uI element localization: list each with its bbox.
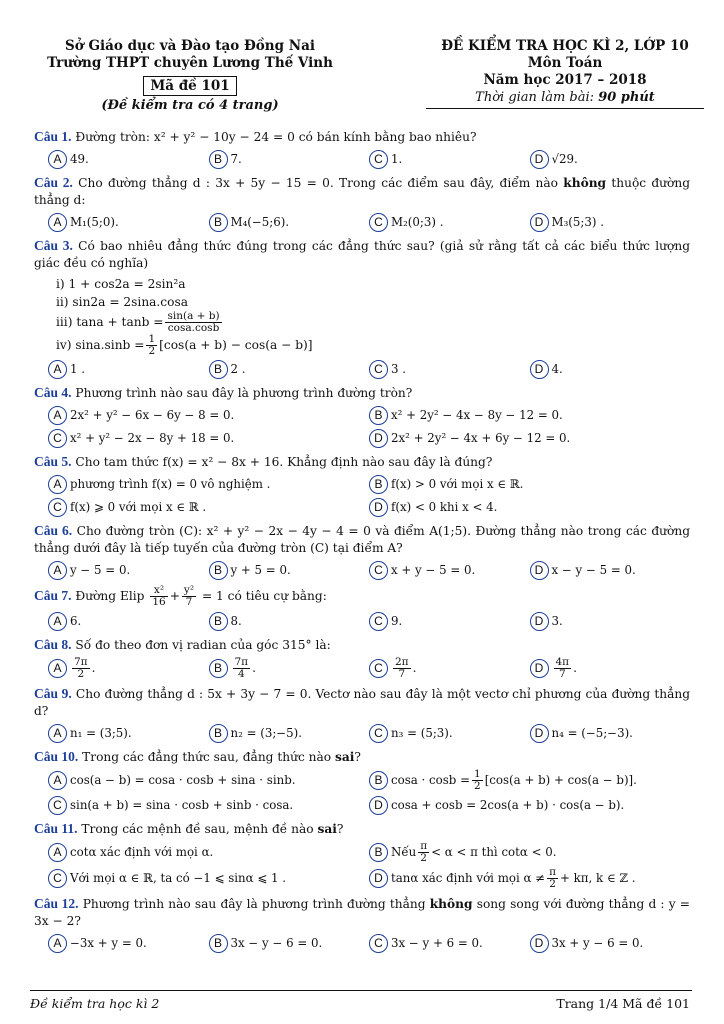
option-letter: A [48, 475, 67, 494]
page-count-note: (Đề kiểm tra có 4 trang) [101, 98, 279, 113]
option-letter: A [48, 612, 67, 631]
option-letter: B [369, 406, 388, 425]
question-1 [34, 128, 690, 169]
option-letter: A [48, 843, 67, 862]
option-letter: A [48, 724, 67, 743]
option-d[interactable]: D 2x² + 2y² − 4x + 6y − 12 = 0. [369, 429, 690, 448]
option-letter: C [48, 869, 67, 888]
option-letter: D [369, 429, 388, 448]
option-b[interactable]: B y + 5 = 0. [209, 561, 370, 580]
footer-page-number: Trang 1/4 Mã đề 101 [556, 996, 690, 1011]
option-letter: C [369, 213, 388, 232]
option-letter: A [48, 561, 67, 580]
option-b[interactable]: B Nếu $\frac{\pi}{2}$ < α < π thì cotα < 0. [369, 841, 690, 864]
question-7: Câu 7. Đường Elip $\frac{\text{x²}}{16}$ + $\frac{\text{y²}}{7}$ = 1 có tiêu cự bằng: A 6. B 8. C 9. D 3. [34, 585, 690, 631]
school-name: Trường THPT chuyên Lương Thế Vinh [47, 55, 333, 71]
keyword: sai [317, 822, 337, 836]
option-letter: C [369, 659, 388, 678]
option-letter: B [209, 612, 228, 631]
option-letter: D [369, 796, 388, 815]
question-number: Câu 11. [34, 821, 78, 836]
option-letter: A [48, 659, 67, 678]
question-number: Câu 10. [34, 749, 79, 764]
option-d[interactable]: D 4. [530, 360, 691, 379]
option-letter: C [369, 360, 388, 379]
option-b[interactable]: B f(x) > 0 với mọi x ∈ ℝ. [369, 475, 690, 494]
statement-3: iii) tana + tanb = $\frac{\sin(a + b)}{\cos a.\cos b}$ [56, 310, 220, 334]
option-a[interactable]: A cos(a − b) = cosa · cosb + sina · sinb. [48, 771, 369, 790]
fraction: $\frac{\text{y²}}{7}$ [183, 584, 195, 608]
option-letter: D [369, 498, 388, 517]
option-a[interactable]: A phương trình f(x) = 0 vô nghiệm . [48, 475, 369, 494]
option-b[interactable]: B n₂ = (3;−5). [209, 724, 370, 743]
statement-2: ii) sin2a = 2sina.cosa [56, 295, 188, 309]
option-b[interactable]: B 7. [209, 150, 370, 169]
option-d[interactable]: D √29. [530, 150, 691, 169]
option-letter: B [369, 475, 388, 494]
option-b[interactable]: B $\frac{7\pi}{4}$ . [209, 657, 370, 680]
question-number: Câu 5. [34, 454, 72, 469]
option-d[interactable]: D $\frac{4\pi}{7}$ . [530, 657, 691, 680]
option-letter: D [530, 360, 549, 379]
school-year: Năm học 2017 – 2018 [483, 72, 647, 88]
option-a[interactable]: A 49. [48, 150, 209, 169]
question-12: Câu 12. Phương trình nào sau đây là phương trình đường thẳng không song song với đường thẳng d : y = 3x − 2? A −3x + y = 0. B 3x − y − 6 = 0. C 3x − y + 6 = 0. D 3x + y − 6 = 0. [34, 895, 690, 953]
option-letter: C [48, 429, 67, 448]
option-letter: D [530, 561, 549, 580]
statement-4: iv) sina.sinb = $\frac{1}{2}$ [cos(a + b) − cos(a − b)] [56, 333, 313, 357]
option-d[interactable]: D cosa + cosb = 2cos(a + b) · cos(a − b). [369, 796, 690, 815]
question-number: Câu 6. [34, 523, 73, 538]
option-letter: D [530, 934, 549, 953]
keyword: không [429, 897, 473, 911]
option-a[interactable]: A y − 5 = 0. [48, 561, 209, 580]
question-number: Câu 7. [34, 588, 72, 603]
option-b[interactable]: B 8. [209, 612, 370, 631]
option-letter: C [369, 612, 388, 631]
option-letter: B [209, 724, 228, 743]
department-name: Sở Giáo dục và Đào tạo Đồng Nai [65, 38, 315, 54]
option-letter: B [209, 934, 228, 953]
option-letter: A [48, 771, 67, 790]
question-6: Câu 6. Cho đường tròn (C): x² + y² − 2x − 4y − 4 = 0 và điểm A(1;5). Đường thẳng nào trong các đường thẳng dưới đây là tiếp tuyến của đường tròn (C) tại điểm A? A y − 5 = 0. B y + 5 = 0. C x + y − 5 = 0. D x − y − 5 = 0. [34, 522, 690, 580]
option-letter: C [369, 150, 388, 169]
question-number: Câu 9. [34, 686, 72, 701]
option-c[interactable]: C n₃ = (5;3). [369, 724, 530, 743]
option-c[interactable]: C 3x − y + 6 = 0. [369, 934, 530, 953]
option-c[interactable]: C x + y − 5 = 0. [369, 561, 530, 580]
option-letter: D [530, 724, 549, 743]
fraction: $\frac{1}{2}$ [474, 768, 481, 792]
question-4: Câu 4. Phương trình nào sau đây là phương trình đường tròn? A 2x² + y² − 6x − 6y − 8 = 0. B x² + 2y² − 4x − 8y − 12 = 0. C x² + y² − 2x − 8y + 18 = 0. D 2x² + 2y² − 4x + 6y − 12 = 0. [34, 384, 690, 448]
option-letter: B [209, 561, 228, 580]
fraction: $\frac{\pi}{2}$ [549, 866, 557, 890]
subject-name: Môn Toán [527, 55, 603, 71]
option-a[interactable]: A 2x² + y² − 6x − 6y − 8 = 0. [48, 406, 369, 425]
fraction: $\frac{\sin(a + b)}{\cos a.\cos b}$ [167, 310, 220, 334]
option-letter: A [48, 213, 67, 232]
option-c[interactable]: C sin(a + b) = sina · cosb + sinb · cosa. [48, 796, 369, 815]
option-letter: B [369, 771, 388, 790]
question-3: Câu 3. Có bao nhiêu đẳng thức đúng trong các đẳng thức sau? (giả sử rằng tất cả các biểu thức lượng giác đều có nghĩa) i) 1 + cos2a = 2sin²a ii) sin2a = 2sina.cosa iii) tana + tanb = $\frac{\sin(a + b)}{\cos a.\cos b}$ iv) sina.sinb = $\frac{1}{2}$ [cos(a + b) − cos(a − b)] A 1 . B 2 . C 3 . D 4. [34, 237, 690, 379]
exam-code-box: Mã đề 101 [143, 76, 236, 96]
option-a[interactable]: A cotα xác định với mọi α. [48, 843, 369, 862]
keyword: sai [334, 750, 355, 764]
footer-left: Đề kiểm tra học kì 2 [30, 996, 160, 1011]
question-number: Câu 8. [34, 637, 72, 652]
fraction: $\frac{\text{x²}}{16}$ [152, 584, 166, 608]
option-letter: A [48, 150, 67, 169]
question-number: Câu 4. [34, 385, 72, 400]
option-d[interactable]: D tanα xác định với mọi α ≠ $\frac{\pi}{2}$ + kπ, k ∈ ℤ . [369, 867, 690, 890]
fraction: $\frac{2\pi}{7}$ [395, 656, 409, 680]
option-letter: D [530, 150, 549, 169]
option-a[interactable]: A 1 . [48, 360, 209, 379]
question-number: Câu 2. [34, 175, 73, 190]
option-d[interactable]: D 3x + y − 6 = 0. [530, 934, 691, 953]
option-letter: A [48, 406, 67, 425]
question-2: Câu 2. Cho đường thẳng d : 3x + 5y − 15 = 0. Trong các điểm sau đây, điểm nào không thuộc đường thẳng d: A M₁(5;0). B M₄(−5;6). C M₂(0;3) . D M₃(5;3) . [34, 174, 690, 232]
option-b[interactable]: B 2 . [209, 360, 370, 379]
option-letter: D [530, 612, 549, 631]
footer-divider [30, 990, 692, 991]
exam-title: ĐỀ KIỂM TRA HỌC KÌ 2, LỚP 10 [441, 38, 689, 54]
option-c[interactable]: C x² + y² − 2x − 8y + 18 = 0. [48, 429, 369, 448]
option-letter: D [369, 869, 388, 888]
option-d[interactable]: D n₄ = (−5;−3). [530, 724, 691, 743]
option-letter: C [369, 561, 388, 580]
header-right [420, 38, 710, 109]
question-text: Đường tròn: x² + y² − 10y − 24 = 0 có bán kính bằng bao nhiêu? [75, 130, 477, 144]
statement-1: i) 1 + cos2a = 2sin²a [56, 277, 186, 291]
option-c[interactable]: C $\frac{2\pi}{7}$ . [369, 657, 530, 680]
option-b[interactable]: B cosa · cosb = $\frac{1}{2}$ [cos(a + b) + cos(a − b)]. [369, 769, 690, 792]
option-b[interactable]: B M₄(−5;6). [209, 213, 370, 232]
option-letter: C [369, 934, 388, 953]
option-d[interactable]: D x − y − 5 = 0. [530, 561, 691, 580]
option-letter: A [48, 934, 67, 953]
option-c[interactable]: C 3 . [369, 360, 530, 379]
option-a[interactable]: A −3x + y = 0. [48, 934, 209, 953]
option-a[interactable]: A $\frac{7\pi}{2}$ . [48, 657, 209, 680]
option-b[interactable]: B x² + 2y² − 4x − 8y − 12 = 0. [369, 406, 690, 425]
option-letter: B [369, 843, 388, 862]
fraction: $\frac{7\pi}{2}$ [74, 656, 88, 680]
option-a[interactable]: A n₁ = (3;5). [48, 724, 209, 743]
fraction: $\frac{\pi}{2}$ [420, 840, 428, 864]
fraction: $\frac{4\pi}{7}$ [555, 656, 570, 680]
question-5: Câu 5. Cho tam thức f(x) = x² − 8x + 16. Khẳng định nào sau đây là đúng? A phương trình f(x) = 0 vô nghiệm . B f(x) > 0 với mọi x ∈ ℝ. C f(x) ⩾ 0 với mọi x ∈ ℝ . D f(x) < 0 khi x < 4. [34, 453, 690, 517]
keyword: không [563, 176, 607, 190]
option-d[interactable]: D f(x) < 0 khi x < 4. [369, 498, 690, 517]
option-c[interactable]: C Với mọi α ∈ ℝ, ta có −1 ⩽ sinα ⩽ 1 . [48, 869, 369, 888]
question-list [34, 128, 690, 958]
option-c[interactable]: C f(x) ⩾ 0 với mọi x ∈ ℝ . [48, 498, 369, 517]
option-letter: D [530, 659, 549, 678]
header-left [30, 38, 350, 113]
time-limit: Thời gian làm bài: 90 phút [426, 89, 704, 109]
fraction: $\frac{7\pi}{4}$ [234, 656, 249, 680]
option-letter: A [48, 360, 67, 379]
question-9: Câu 9. Cho đường thẳng d : 5x + 3y − 7 = 0. Vectơ nào sau đây là một vectơ chỉ phương của đường thẳng d? A n₁ = (3;5). B n₂ = (3;−5). C n₃ = (5;3). D n₄ = (−5;−3). [34, 685, 690, 743]
option-a[interactable]: A 6. [48, 612, 209, 631]
option-c[interactable]: C 9. [369, 612, 530, 631]
option-letter: D [530, 213, 549, 232]
option-a[interactable]: A M₁(5;0). [48, 213, 209, 232]
question-number: Câu 1. [34, 129, 72, 144]
option-letter: B [209, 659, 228, 678]
fraction: $\frac{1}{2}$ [148, 333, 156, 357]
question-11: Câu 11. Trong các mệnh đề sau, mệnh đề nào sai? A cotα xác định với mọi α. B Nếu $\frac{\pi}{2}$ < α < π thì cotα < 0. C Với mọi α ∈ ℝ, ta có −1 ⩽ sinα ⩽ 1 . D tanα xác định với mọi α ≠ $\frac{\pi}{2}$ + kπ, k ∈ ℤ . [34, 820, 690, 890]
option-letter: B [209, 150, 228, 169]
option-d[interactable]: D 3. [530, 612, 691, 631]
option-b[interactable]: B 3x − y − 6 = 0. [209, 934, 370, 953]
option-letter: C [48, 796, 67, 815]
option-letter: C [369, 724, 388, 743]
option-letter: B [209, 360, 228, 379]
question-10: Câu 10. Trong các đẳng thức sau, đẳng thức nào sai? A cos(a − b) = cosa · cosb + sina · sinb. B cosa · cosb = $\frac{1}{2}$ [cos(a + b) + cos(a − b)]. C sin(a + b) = sina · cosb + sinb · cosa. D cosa + cosb = 2cos(a + b) · cos(a − b). [34, 748, 690, 815]
option-letter: B [209, 213, 228, 232]
question-8: Câu 8. Số đo theo đơn vị radian của góc 315° là: A $\frac{7\pi}{2}$ . B $\frac{7\pi}{4}$ . C $\frac{2\pi}{7}$ . D $\frac{4\pi}{7}$ . [34, 636, 690, 680]
option-letter: C [48, 498, 67, 517]
option-d[interactable]: D M₃(5;3) . [530, 213, 691, 232]
option-c[interactable]: C 1. [369, 150, 530, 169]
option-c[interactable]: C M₂(0;3) . [369, 213, 530, 232]
question-number: Câu 3. [34, 238, 73, 253]
question-number: Câu 12. [34, 896, 79, 911]
